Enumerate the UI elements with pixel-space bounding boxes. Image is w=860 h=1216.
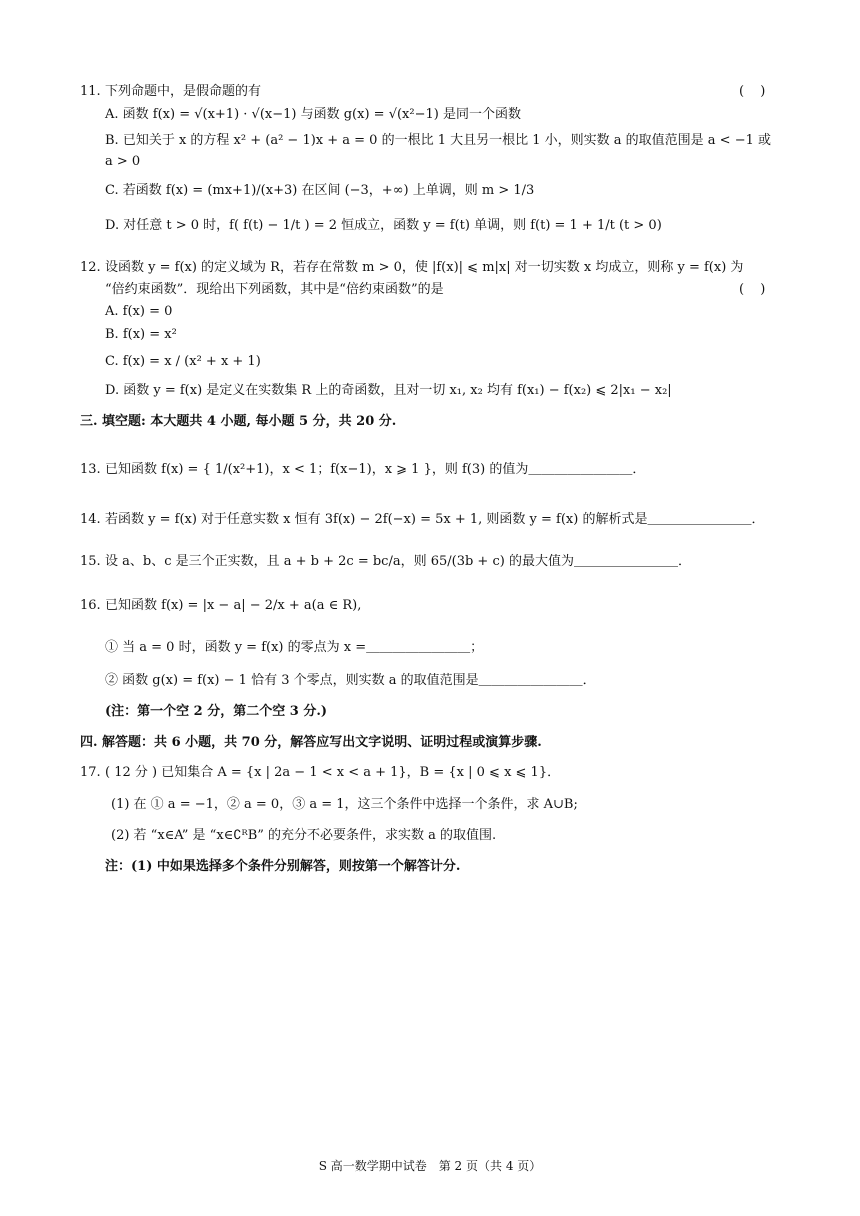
option-a: A. f(x) = 0: [105, 304, 173, 319]
option-d: D. 对任意 t > 0 时，f( f(t) − 1/t ) = 2 恒成立，函数 y = f(t) 单调，则 f(t) = 1 + 1/t (t > 0): [105, 218, 662, 233]
sub-question-2: (2) 若 “x∈A” 是 “x∈∁ᴿB” 的充分不必要条件，求实数 a 的取值围.: [111, 828, 497, 843]
option-c: C. 若函数 f(x) = (mx+1)/(x+3) 在区间 (−3，+∞) 上单调，则 m > 1/3: [105, 183, 535, 198]
question-number: 17.: [80, 765, 101, 780]
question-text: 已知函数 f(x) = { 1/(x²+1)，x < 1；f(x−1)，x ⩾ 1 }，则 f(3) 的值为＿＿＿＿＿＿＿＿．: [105, 462, 646, 477]
option-b: B. f(x) = x²: [105, 327, 177, 342]
question-stem: 已知函数 f(x) = |x − a| − 2/x + a(a ∈ R),: [105, 598, 362, 613]
question-stem-continued: “倍约束函数”．现给出下列函数，其中是“倍约束函数”的是: [105, 282, 444, 297]
sub-question-1: (1) 在 ① a = −1，② a = 0，③ a = 1，这三个条件中选择一个条件，求 A∪B;: [111, 797, 578, 812]
sub-question-2: ② 函数 g(x) = f(x) − 1 恰有 3 个零点，则实数 a 的取值范围是＿＿＿＿＿＿＿＿．: [105, 673, 596, 688]
section-heading: 三. 填空题: 本大题共 4 小题, 每小题 5 分，共 20 分.: [80, 414, 397, 429]
sub-question-1: ① 当 a = 0 时，函数 y = f(x) 的零点为 x =＿＿＿＿＿＿＿＿；: [105, 640, 484, 655]
option-b: B. 已知关于 x 的方程 x² + (a² − 1)x + a = 0 的一根比 1 大且另一根比 1 小，则实数 a 的取值范围是 a < −1 或: [105, 133, 772, 148]
question-stem: 设函数 y = f(x) 的定义域为 R，若存在常数 m > 0，使 |f(x)| ⩽ m|x| 对一切实数 x 均成立，则称 y = f(x) 为: [105, 260, 744, 275]
question-number: 14.: [80, 512, 101, 527]
question-number: 11.: [80, 84, 101, 99]
question-number: 15.: [80, 554, 101, 569]
option-c: C. f(x) = x / (x² + x + 1): [105, 354, 261, 369]
option-d: D. 函数 y = f(x) 是定义在实数集 R 上的奇函数，且对一切 x₁, x₂ 均有 f(x₁) − f(x₂) ⩽ 2|x₁ − x₂|: [105, 383, 672, 398]
answer-bracket: ( ): [739, 282, 772, 297]
question-stem: 下列命题中，是假命题的有: [105, 84, 262, 99]
question-number: 13.: [80, 462, 101, 477]
question-text: 若函数 y = f(x) 对于任意实数 x 恒有 3f(x) − 2f(−x) = 5x + 1, 则函数 y = f(x) 的解析式是＿＿＿＿＿＿＿＿．: [105, 512, 765, 527]
question-text: 设 a、b、c 是三个正实数，且 a + b + 2c = bc/a，则 65/(3b + c) 的最大值为＿＿＿＿＿＿＿＿．: [105, 554, 691, 569]
scoring-note: (注：第一个空 2 分，第二个空 3 分.): [105, 704, 328, 719]
option-b-continued: a > 0: [105, 154, 141, 169]
question-number: 12.: [80, 260, 101, 275]
question-stem: ( 12 分 ) 已知集合 A = {x | 2a − 1 < x < a + 1}，B = {x | 0 ⩽ x ⩽ 1}．: [105, 765, 561, 780]
page-footer: S 高一数学期中试卷 第 2 页（共 4 页）: [318, 1159, 542, 1173]
option-a: A. 函数 f(x) = √(x+1) · √(x−1) 与函数 g(x) = √(x²−1) 是同一个函数: [105, 107, 521, 122]
question-number: 16.: [80, 598, 101, 613]
scoring-note: 注：(1) 中如果选择多个条件分别解答，则按第一个解答计分.: [105, 859, 461, 874]
section-heading: 四. 解答题：共 6 小题，共 70 分，解答应写出文字说明、证明过程或演算步骤.: [80, 735, 542, 750]
answer-bracket: ( ): [739, 84, 772, 99]
